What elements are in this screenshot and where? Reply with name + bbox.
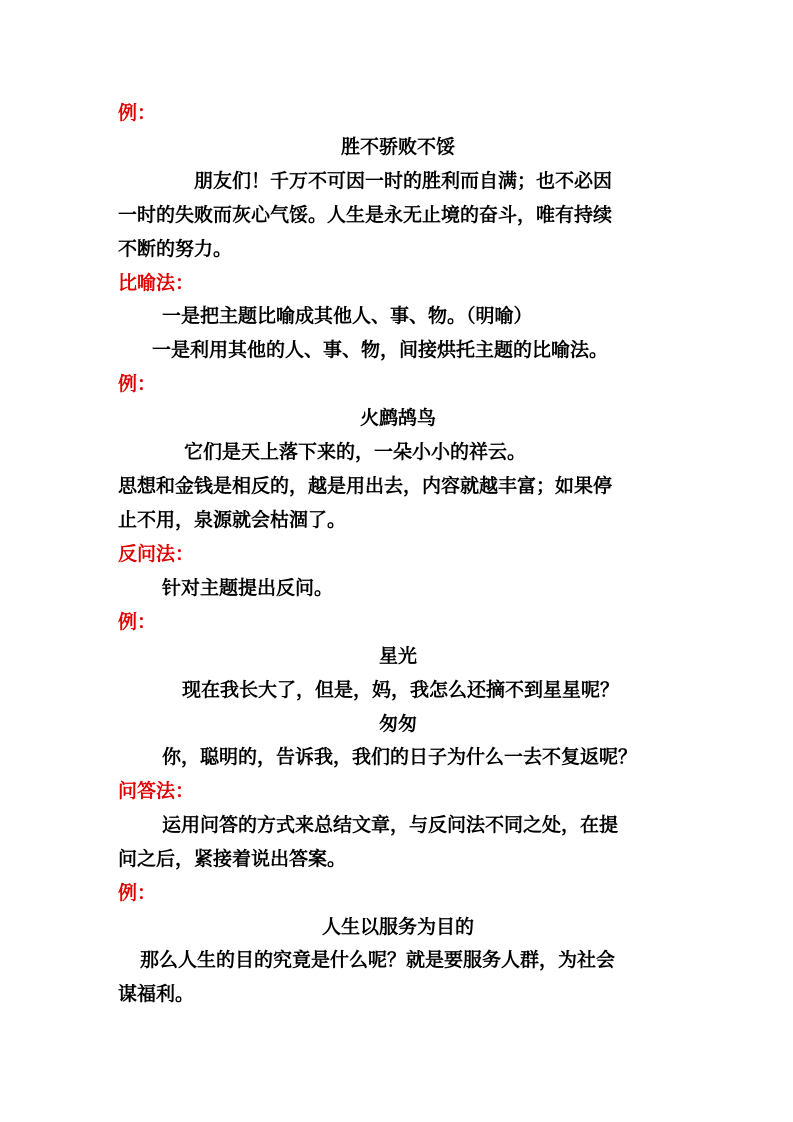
example-title: 人生以服务为目的 bbox=[321, 916, 474, 938]
paragraph-line: 止不用，泉源就会枯涸了。 bbox=[118, 509, 347, 531]
paragraph-line: 一是把主题比喻成其他人、事、物。（明喻） bbox=[162, 305, 533, 327]
paragraph-line: 现在我长大了，但是，妈，我怎么还摘不到星星呢？ bbox=[182, 679, 620, 701]
paragraph-line: 它们是天上落下来的，一朵小小的祥云。 bbox=[184, 441, 527, 463]
section-heading-metaphor: 比喻法： bbox=[118, 272, 195, 294]
paragraph-line: 一时的失败而灰心气馁。人生是永无止境的奋斗，唯有持续 bbox=[118, 204, 613, 226]
paragraph-line: 你，聪明的，告诉我，我们的日子为什么一去不复返呢？ bbox=[162, 746, 638, 768]
paragraph-line: 不断的努力。 bbox=[118, 238, 233, 260]
example-title: 星光 bbox=[378, 645, 417, 667]
example-label: 例： bbox=[118, 373, 157, 395]
example-title: 匆匆 bbox=[378, 713, 417, 735]
section-heading-rhetorical: 反问法： bbox=[118, 543, 195, 565]
paragraph-line: 朋友们！千万不可因一时的胜利而自满；也不必因 bbox=[194, 170, 613, 192]
paragraph-line: 针对主题提出反问。 bbox=[162, 577, 334, 599]
example-title: 火鹧鸪鸟 bbox=[359, 407, 436, 429]
example-title: 胜不骄败不馁 bbox=[340, 136, 455, 158]
paragraph-line: 谋福利。 bbox=[118, 983, 195, 1005]
paragraph-line: 思想和金钱是相反的，越是用出去，内容就越丰富；如果停 bbox=[118, 475, 613, 497]
paragraph-line: 那么人生的目的究竟是什么呢？就是要服务人群，为社会 bbox=[140, 949, 616, 971]
example-label: 例： bbox=[118, 611, 157, 633]
paragraph-line: 运用问答的方式来总结文章，与反问法不同之处，在提 bbox=[162, 814, 619, 836]
paragraph-line: 一是利用其他的人、事、物，间接烘托主题的比喻法。 bbox=[152, 339, 609, 361]
paragraph-line: 问之后，紧接着说出答案。 bbox=[118, 848, 347, 870]
section-heading-qa: 问答法： bbox=[118, 780, 195, 802]
example-label: 例： bbox=[118, 882, 157, 904]
example-label: 例： bbox=[118, 102, 157, 124]
